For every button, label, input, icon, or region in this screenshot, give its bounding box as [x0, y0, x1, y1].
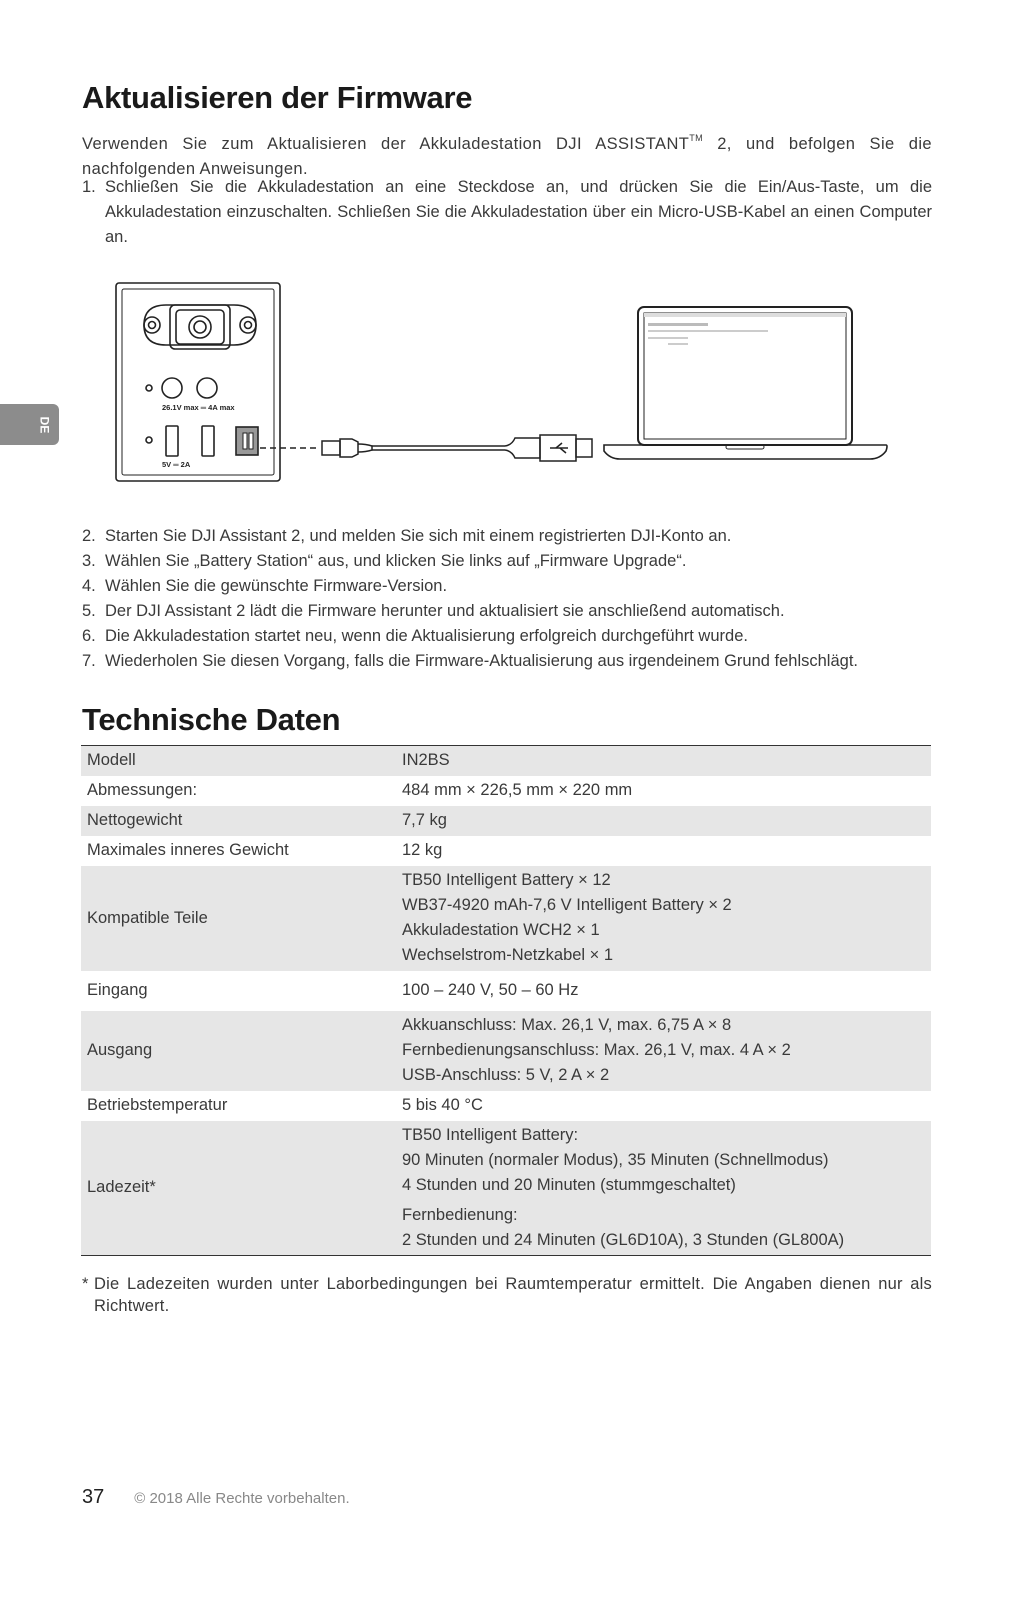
- spec-value-cell: [396, 1011, 931, 1091]
- table-row: [81, 971, 931, 1011]
- round-port-icon: [197, 378, 217, 398]
- step-item: [82, 524, 932, 549]
- spec-value: 5 bis 40 °C: [402, 1096, 483, 1114]
- spec-value: 4 Stunden und 20 Minuten (stummgeschaltet): [402, 1175, 736, 1194]
- battery-station-panel: [116, 283, 280, 481]
- step-item: [82, 599, 932, 624]
- step-text: Starten Sie DJI Assistant 2, und melden Sie sich mit einem registrierten DJI-Konto an.: [105, 527, 732, 545]
- spec-value: USB-Anschluss: 5 V, 2 A × 2: [402, 1066, 610, 1084]
- spec-value: TB50 Intelligent Battery × 12: [402, 871, 611, 889]
- table-row: [81, 1121, 931, 1256]
- spec-key: Ausgang: [87, 1041, 153, 1059]
- spec-value: TB50 Intelligent Battery:: [402, 1125, 579, 1144]
- table-row: [81, 1011, 931, 1091]
- spec-value: 2 Stunden und 24 Minuten (GL6D10A), 3 Stunden (GL800A): [402, 1230, 845, 1249]
- spec-key: Modell: [87, 751, 136, 770]
- specs-table: [81, 745, 931, 1256]
- table-row: [81, 836, 931, 866]
- step-number: 4.: [82, 577, 96, 595]
- spec-key: Betriebstemperatur: [87, 1096, 228, 1114]
- usb-port-icon: [166, 426, 178, 456]
- spec-value: Fernbedienungsanschluss: Max. 26,1 V, max. 4 A × 2: [402, 1041, 791, 1059]
- step-number: 2.: [82, 527, 96, 545]
- spec-key: Abmessungen:: [87, 781, 198, 799]
- table-row: [81, 806, 931, 836]
- intro-text-a: Verwenden Sie zum Aktualisieren der Akkuladestation DJI ASSISTANT: [82, 135, 690, 153]
- spec-value-cell: [396, 1121, 931, 1256]
- spec-key: Kompatible Teile: [87, 908, 208, 927]
- page-number: 37: [82, 1486, 105, 1508]
- footnote-text: Die Ladezeiten wurden unter Laborbedingungen bei Raumtemperatur ermittelt. Die Angaben dienen nur als Richtwert.: [94, 1275, 932, 1315]
- table-row: [81, 776, 931, 806]
- firmware-intro: [82, 126, 932, 182]
- spec-key: Ladezeit*: [87, 1178, 156, 1197]
- trademark-mark: TM: [689, 133, 704, 143]
- connection-illustration: [110, 275, 900, 490]
- spec-value: WB37-4920 mAh-7,6 V Intelligent Battery × 2: [402, 896, 732, 914]
- firmware-steps-part2: [82, 524, 932, 674]
- firmware-section-title: Aktualisieren der Firmware: [82, 80, 473, 115]
- usb-cable-icon: [260, 435, 592, 461]
- led-icon: [146, 385, 152, 391]
- footnote: [82, 1273, 932, 1317]
- spec-value: Akkuladestation WCH2 × 1: [402, 921, 600, 939]
- ac-socket-icon: [144, 305, 256, 349]
- copyright-text: © 2018 Alle Rechte vorbehalten.: [134, 1490, 350, 1507]
- step-text: Der DJI Assistant 2 lädt die Firmware herunter und aktualisiert sie anschließend automatisch.: [105, 602, 785, 620]
- panel-label-upper: 26.1V max ═ 4A max: [162, 403, 235, 412]
- step-number: 1.: [82, 178, 96, 196]
- usb-port-icon: [202, 426, 214, 456]
- round-port-icon: [162, 378, 182, 398]
- spec-value: 484 mm × 226,5 mm × 220 mm: [402, 781, 633, 799]
- spec-value: Wechselstrom-Netzkabel × 1: [402, 946, 614, 964]
- step-item: [82, 549, 932, 574]
- step-text: Wiederholen Sie diesen Vorgang, falls die Firmware-Aktualisierung aus irgendeinem Grund fehlschlägt.: [105, 652, 858, 670]
- step-item: [82, 624, 932, 649]
- firmware-steps-part1: [82, 175, 932, 250]
- led-icon: [146, 437, 152, 443]
- step-number: 5.: [82, 602, 96, 620]
- spec-key: Nettogewicht: [87, 811, 183, 829]
- table-row: [81, 866, 931, 971]
- spec-value: Akkuanschluss: Max. 26,1 V, max. 6,75 A × 8: [402, 1016, 732, 1034]
- spec-value-cell: [396, 866, 931, 971]
- step-item: [82, 574, 932, 599]
- step-text: Wählen Sie die gewünschte Firmware-Version.: [105, 577, 448, 595]
- step-number: 3.: [82, 552, 96, 570]
- specs-section-title: Technische Daten: [82, 702, 341, 737]
- intro-text-b: 2, und befolgen Sie die nachfolgenden Anweisungen.: [82, 135, 932, 178]
- spec-key: Maximales inneres Gewicht: [87, 841, 289, 859]
- spec-value: 7,7 kg: [402, 811, 447, 829]
- laptop-icon: [604, 307, 887, 459]
- step-item: [82, 649, 932, 674]
- spec-value: Fernbedienung:: [402, 1205, 518, 1224]
- step-text: Schließen Sie die Akkuladestation an eine Steckdose an, und drücken Sie die Ein/Aus-Taste, um die Akkuladestation einzuschalten. Schließen Sie die Akkuladestation über ein Micro-USB-Kabel an einen Computer an.: [105, 178, 932, 246]
- step-item: [82, 175, 932, 250]
- step-number: 7.: [82, 652, 96, 670]
- step-text: Wählen Sie „Battery Station“ aus, und klicken Sie links auf „Firmware Upgrade“.: [105, 552, 687, 570]
- table-row: [81, 1091, 931, 1121]
- spec-value: 90 Minuten (normaler Modus), 35 Minuten (Schnellmodus): [402, 1150, 829, 1169]
- page-footer: [82, 1486, 350, 1509]
- spec-value: IN2BS: [402, 751, 450, 770]
- table-row: [81, 746, 931, 776]
- language-tab: [0, 404, 59, 445]
- spec-key: Eingang: [87, 981, 148, 999]
- spec-value: 12 kg: [402, 841, 443, 859]
- step-text: Die Akkuladestation startet neu, wenn die Aktualisierung erfolgreich durchgeführt wurde.: [105, 627, 748, 645]
- footnote-marker: *: [82, 1275, 89, 1293]
- step-number: 6.: [82, 627, 96, 645]
- language-tab-label: DE: [37, 416, 52, 433]
- panel-label-lower: 5V ═ 2A: [162, 460, 191, 469]
- spec-value: 100 – 240 V, 50 – 60 Hz: [402, 981, 579, 999]
